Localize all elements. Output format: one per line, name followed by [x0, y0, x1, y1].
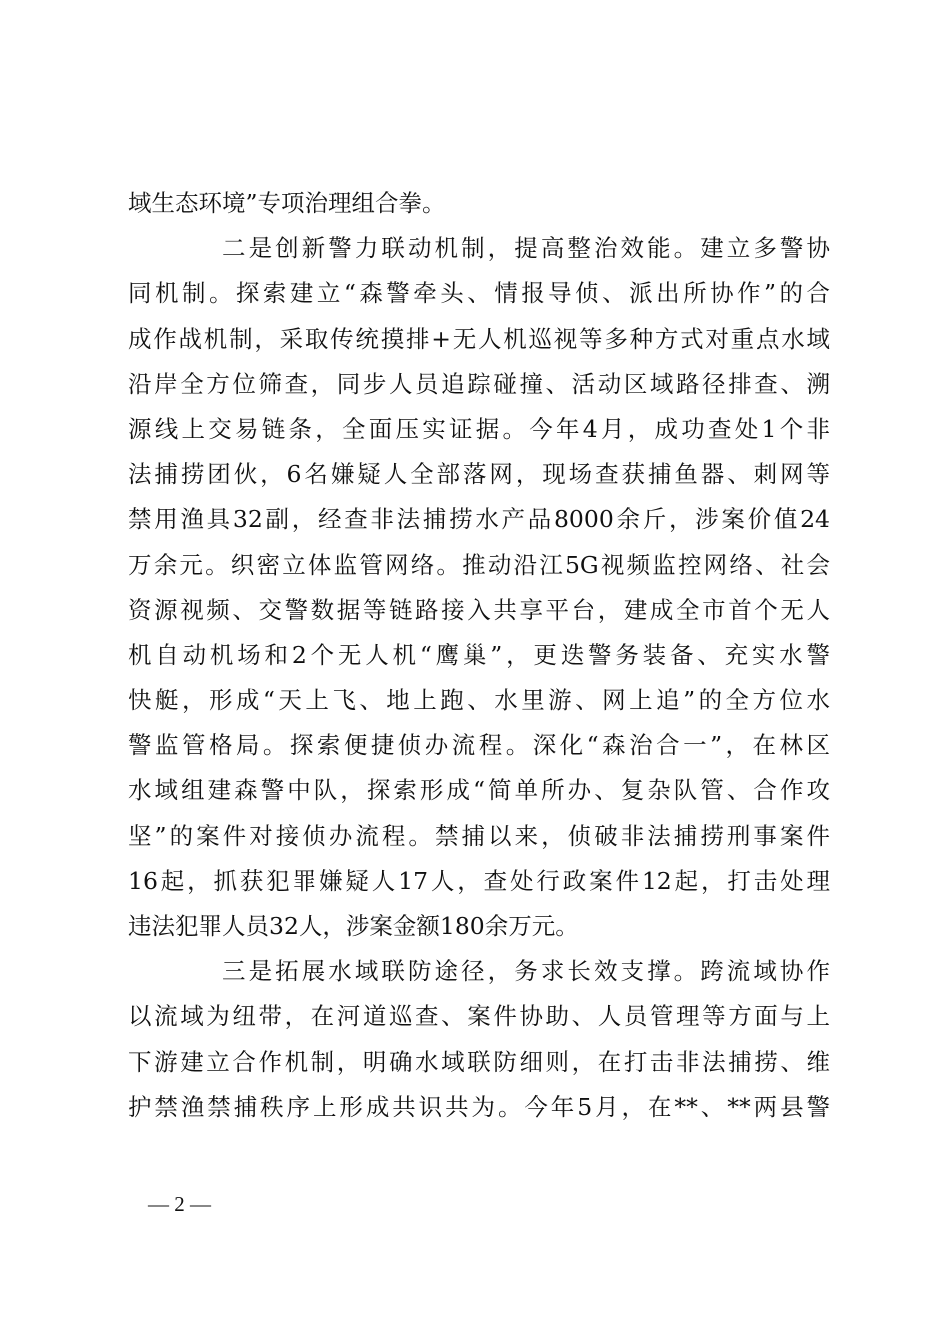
text-line: 坚”的案件对接侦办流程。禁捕以来，侦破非法捕捞刑事案件	[128, 821, 830, 850]
text-line: 沿岸全方位筛查，同步人员追踪碰撞、活动区域路径排查、溯	[128, 369, 830, 398]
text-line: 护禁渔禁捕秩序上形成共识共为。今年5月，在**、**两县警	[128, 1092, 830, 1121]
text-line: 成作战机制，采取传统摸排+无人机巡视等多种方式对重点水域	[128, 324, 830, 353]
paragraph-heading-line: 二是创新警力联动机制，提高整治效能。建立多警协	[222, 234, 830, 263]
text-line: 机自动机场和2个无人机“鹰巢”，更迭警务装备、充实水警	[128, 640, 830, 669]
text-line: 万余元。织密立体监管网络。推动沿江5G视频监控网络、社会	[128, 550, 830, 579]
text-line: 下游建立合作机制，明确水域联防细则，在打击非法捕捞、维	[128, 1047, 830, 1076]
text-line: 源线上交易链条，全面压实证据。今年4月，成功查处1个非	[128, 414, 830, 443]
text-line: 法捕捞团伙，6名嫌疑人全部落网，现场查获捕鱼器、刺网等	[128, 460, 830, 489]
text-line: 资源视频、交警数据等链路接入共享平台，建成全市首个无人	[128, 595, 830, 624]
text-line: 16起，抓获犯罪嫌疑人17人，查处行政案件12起，打击处理	[128, 866, 830, 895]
text-line: 快艇，形成“天上飞、地上跑、水里游、网上追”的全方位水	[128, 686, 830, 715]
page-number: — 2 —	[148, 1192, 211, 1216]
text-line: 域生态环境”专项治理组合拳。	[128, 189, 446, 217]
text-line: 禁用渔具32副，经查非法捕捞水产品8000余斤，涉案价值24	[128, 505, 830, 534]
text-line: 以流域为纽带，在河道巡查、案件协助、人员管理等方面与上	[128, 1002, 830, 1031]
text-line: 水域组建森警中队，探索形成“简单所办、复杂队管、合作攻	[128, 776, 830, 805]
text-line: 同机制。探索建立“森警牵头、情报导侦、派出所协作”的合	[128, 279, 830, 308]
document-body	[128, 181, 830, 1130]
paragraph-heading-line: 三是拓展水域联防途径，务求长效支撑。跨流域协作	[222, 957, 830, 986]
text-line: 违法犯罪人员32人，涉案金额180余万元。	[128, 912, 579, 940]
text-line: 警监管格局。探索便捷侦办流程。深化“森治合一”，在林区	[128, 731, 830, 760]
